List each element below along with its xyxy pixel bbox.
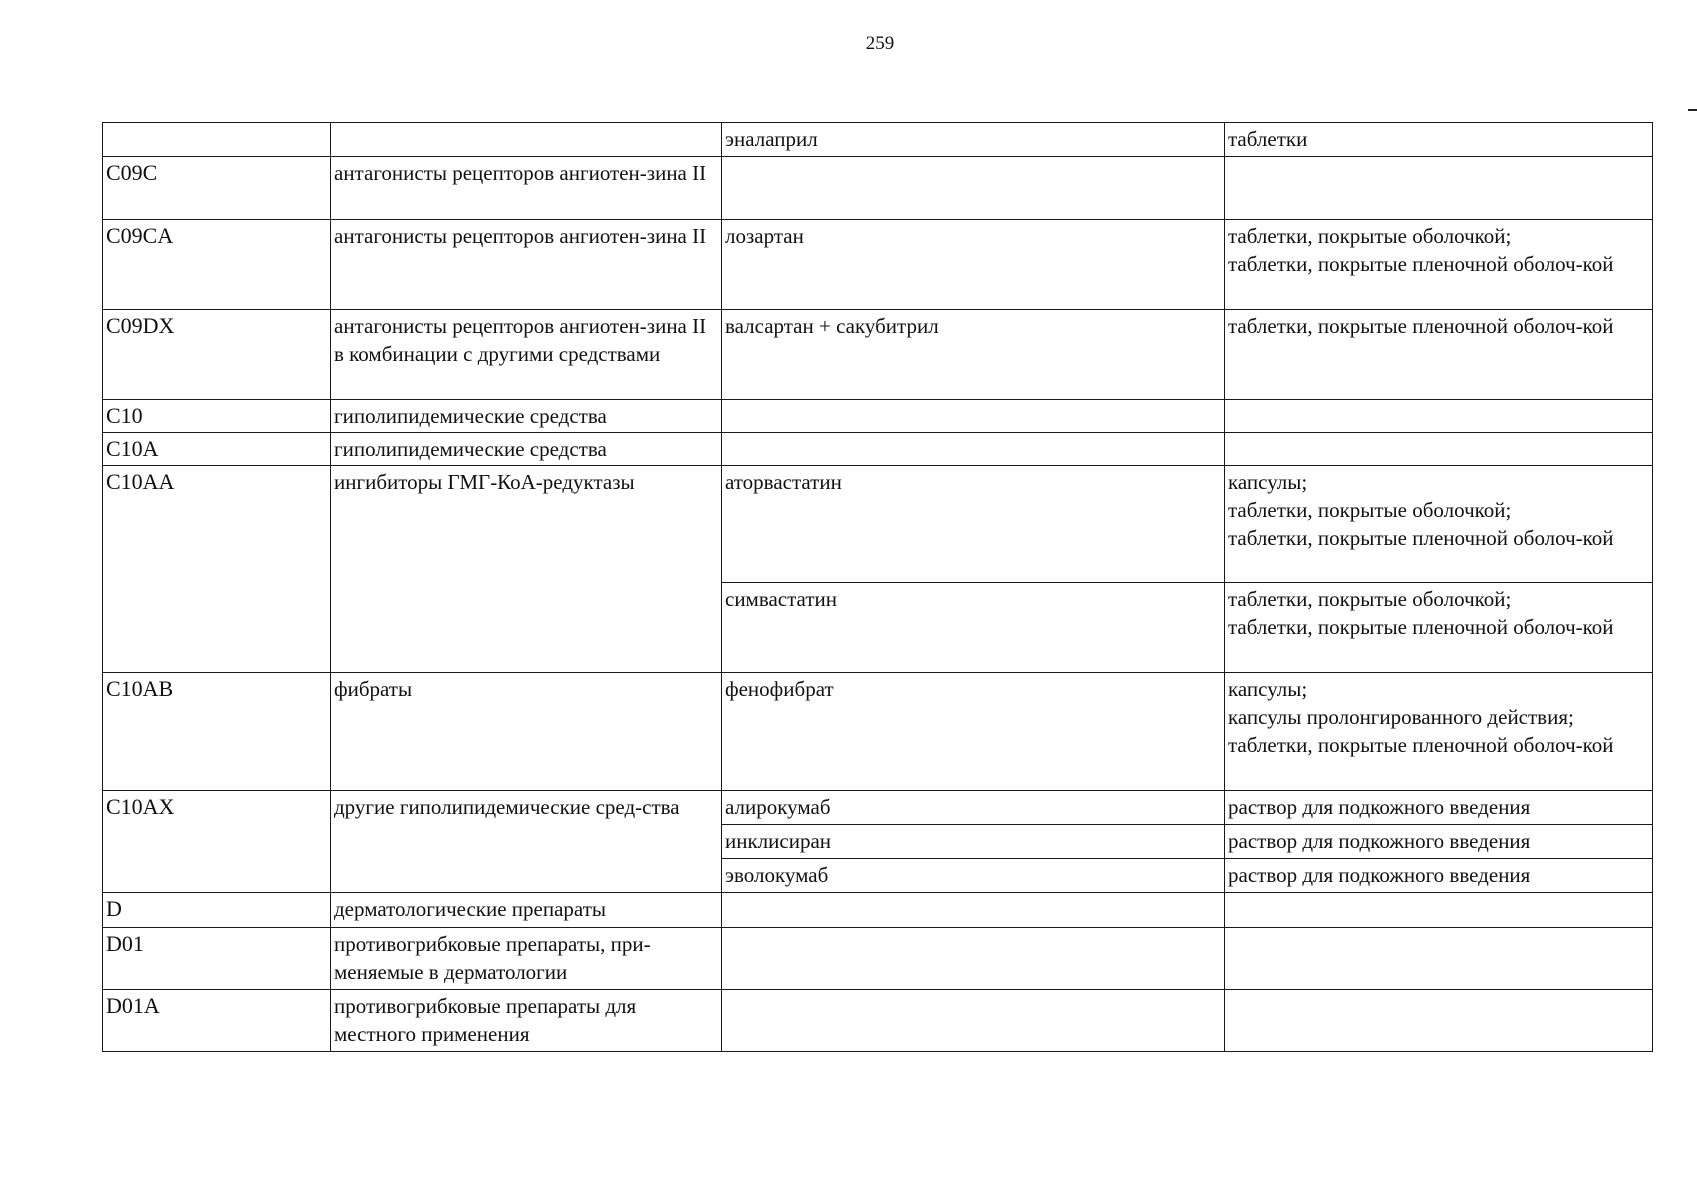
group-name-cell: противогрибковые препараты, при-меняемые в дерматологии xyxy=(331,928,722,990)
drug-name-cell: валсартан + сакубитрил xyxy=(722,310,1225,400)
table-row xyxy=(103,157,1653,220)
drug-name-cell: инклисиран xyxy=(722,825,1225,859)
group-name-cell: противогрибковые препараты для местного применения xyxy=(331,990,722,1052)
drug-name-cell: симвастатин xyxy=(722,583,1225,673)
group-name-cell: антагонисты рецепторов ангиотен-зина II в комбинации с другими средствами xyxy=(331,310,722,400)
dosage-form-cell xyxy=(1225,123,1653,157)
table-row xyxy=(103,400,1653,433)
atc-drug-table xyxy=(102,122,1653,1052)
atc-code-cell: C09C xyxy=(103,157,331,220)
table-row xyxy=(103,433,1653,466)
dosage-form-cell xyxy=(1225,859,1653,893)
group-name-cell: дерматологические препараты xyxy=(331,893,722,928)
atc-code-cell: D xyxy=(103,893,331,928)
table-row xyxy=(103,928,1653,990)
dosage-form-line: таблетки, покрытые пленочной оболоч-кой xyxy=(1228,252,1614,276)
page-number: 259 xyxy=(865,33,895,54)
dosage-form-line: таблетки, покрытые пленочной оболоч-кой xyxy=(1228,314,1614,338)
atc-code-cell: C09CA xyxy=(103,220,331,310)
dosage-form-line: раствор для подкожного введения xyxy=(1228,795,1531,819)
drug-name-cell: фенофибрат xyxy=(722,673,1225,791)
atc-code-cell: C10 xyxy=(103,400,331,433)
dosage-form-line: капсулы; xyxy=(1228,470,1308,494)
table-row xyxy=(103,220,1653,310)
dosage-form-cell xyxy=(1225,928,1653,990)
dosage-form-cell xyxy=(1225,583,1653,673)
table-row xyxy=(103,123,1653,157)
dosage-form-cell xyxy=(1225,220,1653,310)
dosage-form-cell xyxy=(1225,990,1653,1052)
dosage-form-cell xyxy=(1225,825,1653,859)
dosage-form-line: таблетки, покрытые пленочной оболоч-кой xyxy=(1228,526,1614,550)
drug-name-cell xyxy=(722,157,1225,220)
dosage-form-cell xyxy=(1225,157,1653,220)
drug-name-cell: эналаприл xyxy=(722,123,1225,157)
atc-code-cell: C10AX xyxy=(103,791,331,893)
atc-code-cell: C10AA xyxy=(103,466,331,673)
group-name-cell: антагонисты рецепторов ангиотен-зина II xyxy=(331,157,722,220)
drug-name-cell xyxy=(722,400,1225,433)
atc-code-cell: C10AB xyxy=(103,673,331,791)
dosage-form-cell xyxy=(1225,466,1653,583)
group-name-cell: антагонисты рецепторов ангиотен-зина II xyxy=(331,220,722,310)
dosage-form-cell xyxy=(1225,310,1653,400)
group-name-cell: ингибиторы ГМГ-КоА-редуктазы xyxy=(331,466,722,673)
atc-code-cell: D01 xyxy=(103,928,331,990)
group-name-cell: гиполипидемические средства xyxy=(331,433,722,466)
dosage-form-cell xyxy=(1225,400,1653,433)
table-row xyxy=(103,673,1653,791)
dosage-form-cell xyxy=(1225,673,1653,791)
dosage-form-cell xyxy=(1225,433,1653,466)
group-name-cell xyxy=(331,123,722,157)
edge-mark xyxy=(1688,109,1697,111)
drug-name-cell xyxy=(722,893,1225,928)
group-name-cell: фибраты xyxy=(331,673,722,791)
dosage-form-line: таблетки, покрытые оболочкой; xyxy=(1228,587,1512,611)
dosage-form-line: раствор для подкожного введения xyxy=(1228,829,1531,853)
dosage-form-line: таблетки, покрытые пленочной оболоч-кой xyxy=(1228,615,1614,639)
drug-name-cell: лозартан xyxy=(722,220,1225,310)
dosage-form-line: таблетки xyxy=(1228,127,1308,151)
dosage-form-line: капсулы; xyxy=(1228,677,1308,701)
dosage-form-line: таблетки, покрытые оболочкой; xyxy=(1228,498,1512,522)
dosage-form-line: капсулы пролонгированного действия; xyxy=(1228,705,1574,729)
group-name-cell: гиполипидемические средства xyxy=(331,400,722,433)
table-row xyxy=(103,466,1653,583)
table-row xyxy=(103,990,1653,1052)
drug-name-cell: аторвастатин xyxy=(722,466,1225,583)
atc-code-cell: D01A xyxy=(103,990,331,1052)
atc-code-cell xyxy=(103,123,331,157)
atc-code-cell: C09DX xyxy=(103,310,331,400)
drug-name-cell: эволокумаб xyxy=(722,859,1225,893)
drug-name-cell: алирокумаб xyxy=(722,791,1225,825)
table-row xyxy=(103,310,1653,400)
dosage-form-line: таблетки, покрытые оболочкой; xyxy=(1228,224,1512,248)
dosage-form-line: раствор для подкожного введения xyxy=(1228,863,1531,887)
dosage-form-line: таблетки, покрытые пленочной оболоч-кой xyxy=(1228,733,1614,757)
table-row xyxy=(103,893,1653,928)
dosage-form-cell xyxy=(1225,893,1653,928)
table-row xyxy=(103,791,1653,825)
dosage-form-cell xyxy=(1225,791,1653,825)
drug-name-cell xyxy=(722,990,1225,1052)
atc-code-cell: C10A xyxy=(103,433,331,466)
drug-name-cell xyxy=(722,928,1225,990)
group-name-cell: другие гиполипидемические сред-ства xyxy=(331,791,722,893)
drug-name-cell xyxy=(722,433,1225,466)
